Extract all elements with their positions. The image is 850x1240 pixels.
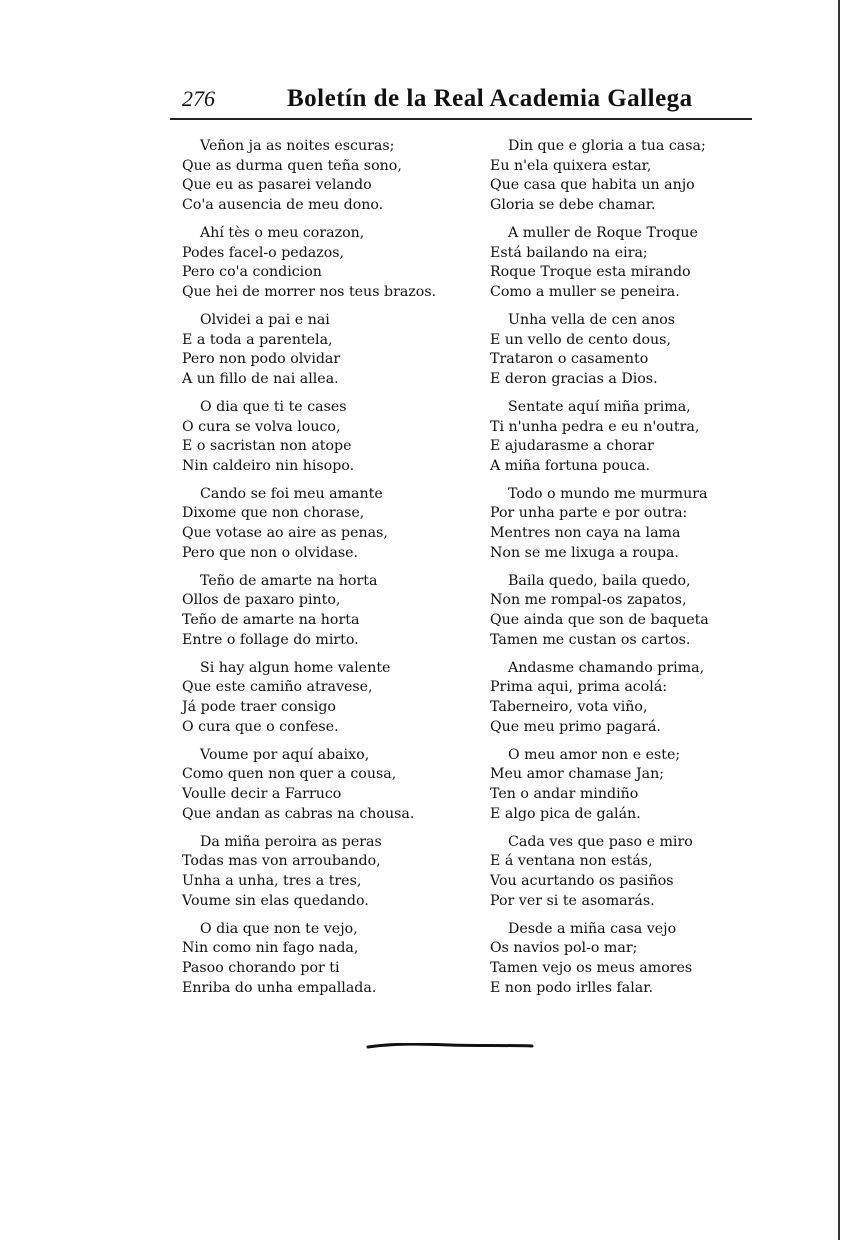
stanza xyxy=(490,398,750,476)
verse-line: Teño de amarte na horta xyxy=(182,612,360,629)
verse-line: Co'a ausencia de meu dono. xyxy=(182,196,384,213)
verse-line: A un fillo de nai allea. xyxy=(182,370,339,387)
verse-line: E non podo irlles falar. xyxy=(490,979,653,996)
verse-line: E un vello de cento dous, xyxy=(490,331,671,348)
verse-line: Unha vella de cen anos xyxy=(508,311,676,328)
stanza xyxy=(182,224,462,302)
verse-line: Din que e gloria a tua casa; xyxy=(508,138,706,154)
verse-line: Os navios pol-o mar; xyxy=(490,940,638,957)
verse-line: Unha a unha, tres a tres, xyxy=(182,872,362,889)
verse-line: Meu amor chamase Jan; xyxy=(490,766,665,783)
page-edge-line xyxy=(838,0,840,1240)
verse-line: Pero non podo olvidar xyxy=(182,351,341,368)
verse-line: Por unha parte e por outra: xyxy=(490,505,688,522)
verse-line: A muller de Roque Troque xyxy=(508,224,698,241)
verse-line: Que andan as cabras na chousa. xyxy=(182,805,415,822)
verse-line: Voume sin elas quedando. xyxy=(182,892,369,909)
verse-line: Como a muller se peneira. xyxy=(490,283,680,300)
verse-line: Nin como nin fago nada, xyxy=(182,940,359,957)
verse-line: Roque Troque esta mirando xyxy=(490,264,691,281)
verse-line: Eu n'ela quixera estar, xyxy=(490,157,652,174)
verse-line: Mentres non caya na lama xyxy=(490,525,681,542)
verse-line: E a toda a parentela, xyxy=(182,331,333,348)
verse-line: Que meu primo pagará. xyxy=(490,718,661,735)
verse-line: Pero que non o olvidase. xyxy=(182,544,358,561)
verse-line: Todo o mundo me murmura xyxy=(508,485,708,502)
verse-line: Pasoo chorando por ti xyxy=(182,959,340,976)
verse-line: Tamen me custan os cartos. xyxy=(490,631,691,648)
verse-line: Entre o follage do mirto. xyxy=(182,631,359,648)
end-ornament-stroke xyxy=(368,1044,532,1047)
stanza xyxy=(490,485,750,563)
verse-line: E o sacristan non atope xyxy=(182,438,352,455)
verse-line: Ahí tès o meu corazon, xyxy=(200,224,365,241)
verse-line: Voume por aquí abaixo, xyxy=(200,746,370,763)
stanza xyxy=(182,572,462,650)
stanza xyxy=(182,398,462,476)
verse-line: O cura se volva louco, xyxy=(182,418,341,435)
verse-line: Voulle decir a Farruco xyxy=(182,785,342,802)
verse-line: Ten o andar mindiño xyxy=(490,785,639,802)
verse-line: Que votase ao aire as penas, xyxy=(182,525,388,542)
stanza xyxy=(182,659,462,737)
verse-line: Veñon ja as noites escuras; xyxy=(200,138,395,154)
verse-line: Gloria se debe chamar. xyxy=(490,196,656,213)
verse-line: Que casa que habita un anjo xyxy=(490,177,695,194)
verse-line: Da miña peroira as peras xyxy=(200,833,382,850)
stanza xyxy=(490,311,750,389)
verse-line: Que este camiño atravese, xyxy=(182,679,373,696)
stanza xyxy=(490,137,750,215)
verse-line: Que eu as pasarei velando xyxy=(182,177,372,194)
stanza xyxy=(490,224,750,302)
stanza xyxy=(182,746,462,824)
page-header-title: Boletín de la Real Academia Gallega xyxy=(287,85,693,112)
poem-column-left xyxy=(182,137,462,1007)
page-number: 276 xyxy=(182,86,215,111)
verse-line: Como quen non quer a cousa, xyxy=(182,766,397,783)
verse-line: Desde a miña casa vejo xyxy=(508,920,677,937)
verse-line: Taberneiro, vota viño, xyxy=(490,699,648,715)
verse-line: O cura que o confese. xyxy=(182,718,339,735)
verse-line: Já pode traer consigo xyxy=(182,699,336,715)
verse-line: Ti n'unha pedra e eu n'outra, xyxy=(490,418,700,435)
verse-line: Tamen vejo os meus amores xyxy=(490,959,693,976)
verse-line: O dia que ti te cases xyxy=(200,398,347,415)
stanza xyxy=(490,572,750,650)
verse-line: Baila quedo, baila quedo, xyxy=(508,572,691,589)
verse-line: Non se me lixuga a roupa. xyxy=(490,544,679,561)
verse-line: Cada ves que paso e miro xyxy=(508,833,693,850)
stanza xyxy=(182,920,462,998)
verse-line: Pero co'a condicion xyxy=(182,264,322,281)
stanza xyxy=(490,659,750,737)
verse-line: Cando se foi meu amante xyxy=(200,485,383,502)
stanza xyxy=(182,833,462,911)
stanza xyxy=(182,137,462,215)
end-ornament xyxy=(366,1043,534,1049)
verse-line: Vou acurtando os pasiños xyxy=(490,872,674,889)
stanza xyxy=(182,311,462,389)
verse-line: Que ainda que son de baqueta xyxy=(490,612,709,629)
verse-line: Teño de amarte na horta xyxy=(200,572,378,589)
verse-line: Prima aqui, prima acolá: xyxy=(490,679,668,696)
header-rule xyxy=(170,118,752,120)
verse-line: Que hei de morrer nos teus brazos. xyxy=(182,283,437,300)
stanza xyxy=(182,485,462,563)
verse-line: E deron gracias a Dios. xyxy=(490,370,658,387)
verse-line: Andasme chamando prima, xyxy=(508,659,705,676)
poem-column-right xyxy=(490,137,750,1007)
verse-line: Todas mas von arroubando, xyxy=(182,853,381,870)
verse-line: O dia que non te vejo, xyxy=(200,920,358,937)
verse-line: O meu amor non e este; xyxy=(508,746,681,763)
stanza xyxy=(490,746,750,824)
stanza xyxy=(490,833,750,911)
verse-line: Nin caldeiro nin hisopo. xyxy=(182,457,355,474)
verse-line: Si hay algun home valente xyxy=(200,659,391,676)
verse-line: A miña fortuna pouca. xyxy=(490,457,651,474)
verse-line: E algo pica de galán. xyxy=(490,805,641,822)
verse-line: Enriba do unha empallada. xyxy=(182,979,377,996)
verse-line: Podes facel-o pedazos, xyxy=(182,244,345,261)
verse-line: E ajudarasme a chorar xyxy=(490,438,654,455)
verse-line: Non me rompal-os zapatos, xyxy=(490,592,687,609)
verse-line: E á ventana non estás, xyxy=(490,853,653,870)
verse-line: Que as durma quen teña sono, xyxy=(182,157,402,174)
verse-line: Trataron o casamento xyxy=(490,351,649,368)
verse-line: Olvidei a pai e nai xyxy=(200,311,330,328)
verse-line: Por ver si te asomarás. xyxy=(490,892,655,909)
stanza xyxy=(490,920,750,998)
verse-line: Ollos de paxaro pinto, xyxy=(182,592,341,609)
verse-line: Dixome que non chorase, xyxy=(182,505,365,522)
verse-line: Está bailando na eira; xyxy=(490,244,648,261)
verse-line: Sentate aquí miña prima, xyxy=(508,398,691,415)
